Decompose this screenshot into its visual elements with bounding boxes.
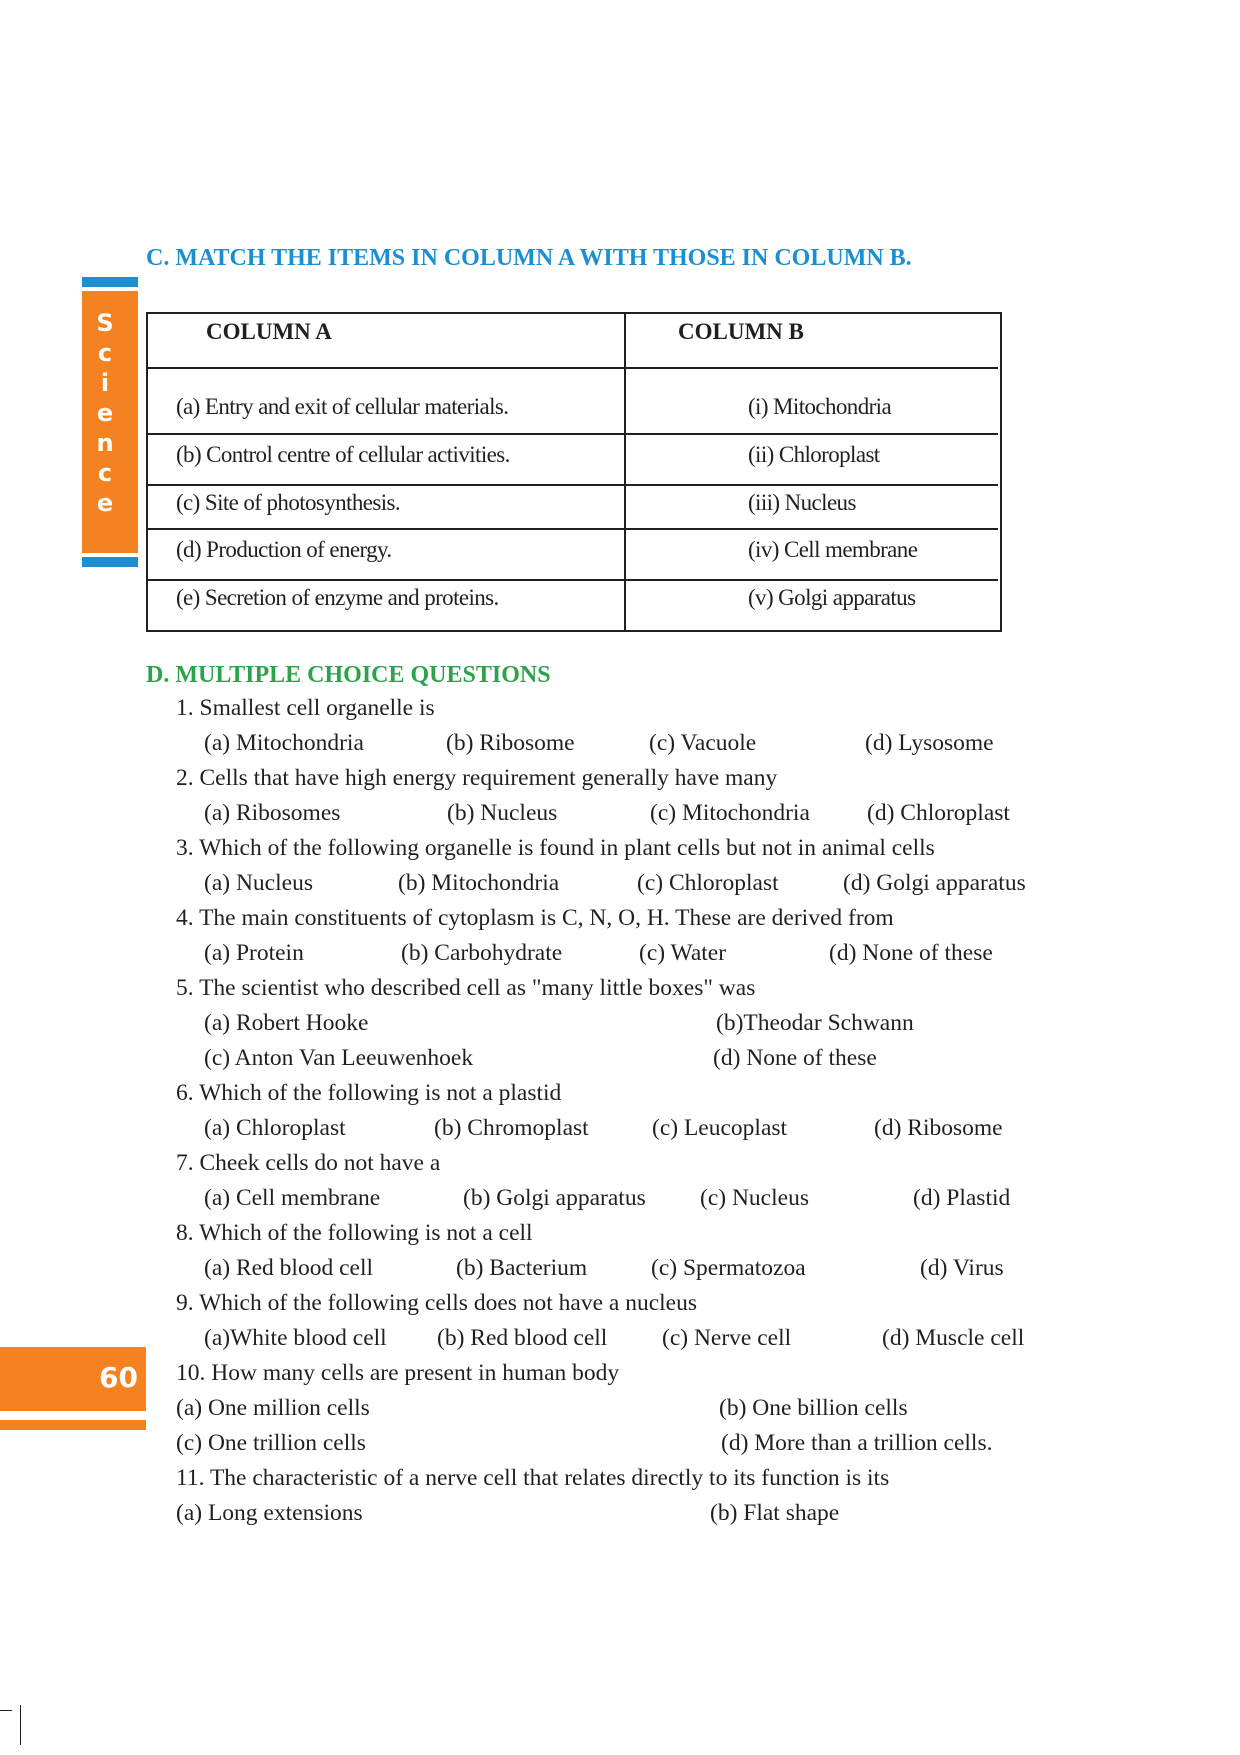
section-c-heading: C. MATCH THE ITEMS IN COLUMN A WITH THOSE IN COLUMN B. [146,245,912,271]
column-b-cell: (iii) Nucleus [748,490,856,515]
subject-side-tab [82,291,138,553]
column-b-cell: (iv) Cell membrane [748,537,918,562]
answer-option: (b) Carbohydrate [401,940,563,966]
column-b-cell: (i) Mitochondria [748,394,892,419]
answer-option: (d) More than a trillion cells. [721,1430,993,1456]
side-tab-top-bar [82,277,138,287]
answer-option: (a) Mitochondria [204,730,364,756]
answer-option: (c) Chloroplast [637,870,779,896]
page-number-underline [0,1420,146,1430]
column-b-cell: (ii) Chloroplast [748,442,880,467]
side-tab-letter: e [96,399,114,427]
page-number: 60 [99,1361,138,1394]
table-column-divider [624,314,626,630]
answer-option: (c) Nucleus [700,1185,809,1211]
question-text: 7. Cheek cells do not have a [176,1150,441,1176]
table-row-divider [148,579,998,581]
answer-option: (a) Chloroplast [204,1115,346,1141]
column-a-header: COLUMN A [206,319,332,344]
side-tab-letter: i [100,369,110,397]
answer-option: (d) Ribosome [874,1115,1003,1141]
answer-option: (a) Protein [204,940,304,966]
answer-option: (b) Ribosome [446,730,575,756]
answer-option: (b) Bacterium [456,1255,588,1281]
side-tab-bottom-bar [82,557,138,567]
column-b-cell: (v) Golgi apparatus [748,585,916,610]
answer-option: (b) Golgi apparatus [463,1185,646,1211]
answer-option: (c) Anton Van Leeuwenhoek [204,1045,474,1071]
question-text: 11. The characteristic of a nerve cell that relates directly to its function is its [176,1465,890,1491]
answer-option: (b)Theodar Schwann [716,1010,914,1036]
column-a-cell: (b) Control centre of cellular activities. [176,442,510,467]
question-text: 5. The scientist who described cell as "many little boxes" was [176,975,756,1001]
answer-option: (d) Lysosome [865,730,994,756]
side-tab-letter: c [97,459,113,487]
answer-option: (b) Mitochondria [398,870,560,896]
table-row-divider [148,528,998,530]
answer-option: (a) Red blood cell [204,1255,374,1281]
column-a-cell: (e) Secretion of enzyme and proteins. [176,585,499,610]
answer-option: (a) Cell membrane [204,1185,381,1211]
table-row-divider [148,367,998,369]
answer-option: (d) None of these [713,1045,877,1071]
answer-option: (a) Robert Hooke [204,1010,369,1036]
column-b-header: COLUMN B [678,319,804,344]
crop-mark [0,1710,12,1711]
column-a-cell: (a) Entry and exit of cellular materials. [176,394,509,419]
answer-option: (d) Chloroplast [867,800,1010,826]
answer-option: (a) One million cells [176,1395,370,1421]
column-a-cell: (d) Production of energy. [176,537,392,562]
table-row-divider [148,484,998,486]
question-text: 10. How many cells are present in human body [176,1360,620,1386]
side-tab-letter: S [96,309,114,337]
section-d-heading: D. MULTIPLE CHOICE QUESTIONS [146,662,551,688]
answer-option: (d) Golgi apparatus [843,870,1026,896]
answer-option: (c) Nerve cell [662,1325,792,1351]
answer-option: (b) One billion cells [719,1395,908,1421]
answer-option: (c) Vacuole [649,730,757,756]
answer-option: (c) Mitochondria [650,800,810,826]
answer-option: (d) Muscle cell [882,1325,1025,1351]
answer-option: (b) Nucleus [447,800,558,826]
match-table [146,312,1002,632]
table-row-divider [148,433,998,435]
answer-option: (b) Chromoplast [434,1115,589,1141]
answer-option: (a) Long extensions [176,1500,363,1526]
answer-option: (d) Virus [920,1255,1004,1281]
answer-option: (c) Leucoplast [652,1115,788,1141]
question-text: 6. Which of the following is not a plastid [176,1080,562,1106]
answer-option: (d) Plastid [913,1185,1011,1211]
answer-option: (a) Nucleus [204,870,313,896]
question-text: 3. Which of the following organelle is found in plant cells but not in animal cells [176,835,935,861]
side-tab-letter: n [96,429,114,457]
answer-option: (d) None of these [829,940,993,966]
answer-option: (a)White blood cell [204,1325,387,1351]
question-text: 2. Cells that have high energy requirement generally have many [176,765,778,791]
answer-option: (c) Spermatozoa [651,1255,806,1281]
crop-mark [20,1705,21,1745]
question-text: 8. Which of the following is not a cell [176,1220,533,1246]
question-text: 1. Smallest cell organelle is [176,695,435,721]
question-text: 9. Which of the following cells does not have a nucleus [176,1290,698,1316]
answer-option: (b) Flat shape [710,1500,840,1526]
question-text: 4. The main constituents of cytoplasm is C, N, O, H. These are derived from [176,905,894,931]
answer-option: (c) One trillion cells [176,1430,366,1456]
answer-option: (b) Red blood cell [437,1325,608,1351]
answer-option: (c) Water [639,940,727,966]
column-a-cell: (c) Site of photosynthesis. [176,490,400,515]
side-tab-letter: e [96,489,114,517]
side-tab-letter: c [97,339,113,367]
page-number-box [0,1347,146,1411]
answer-option: (a) Ribosomes [204,800,341,826]
